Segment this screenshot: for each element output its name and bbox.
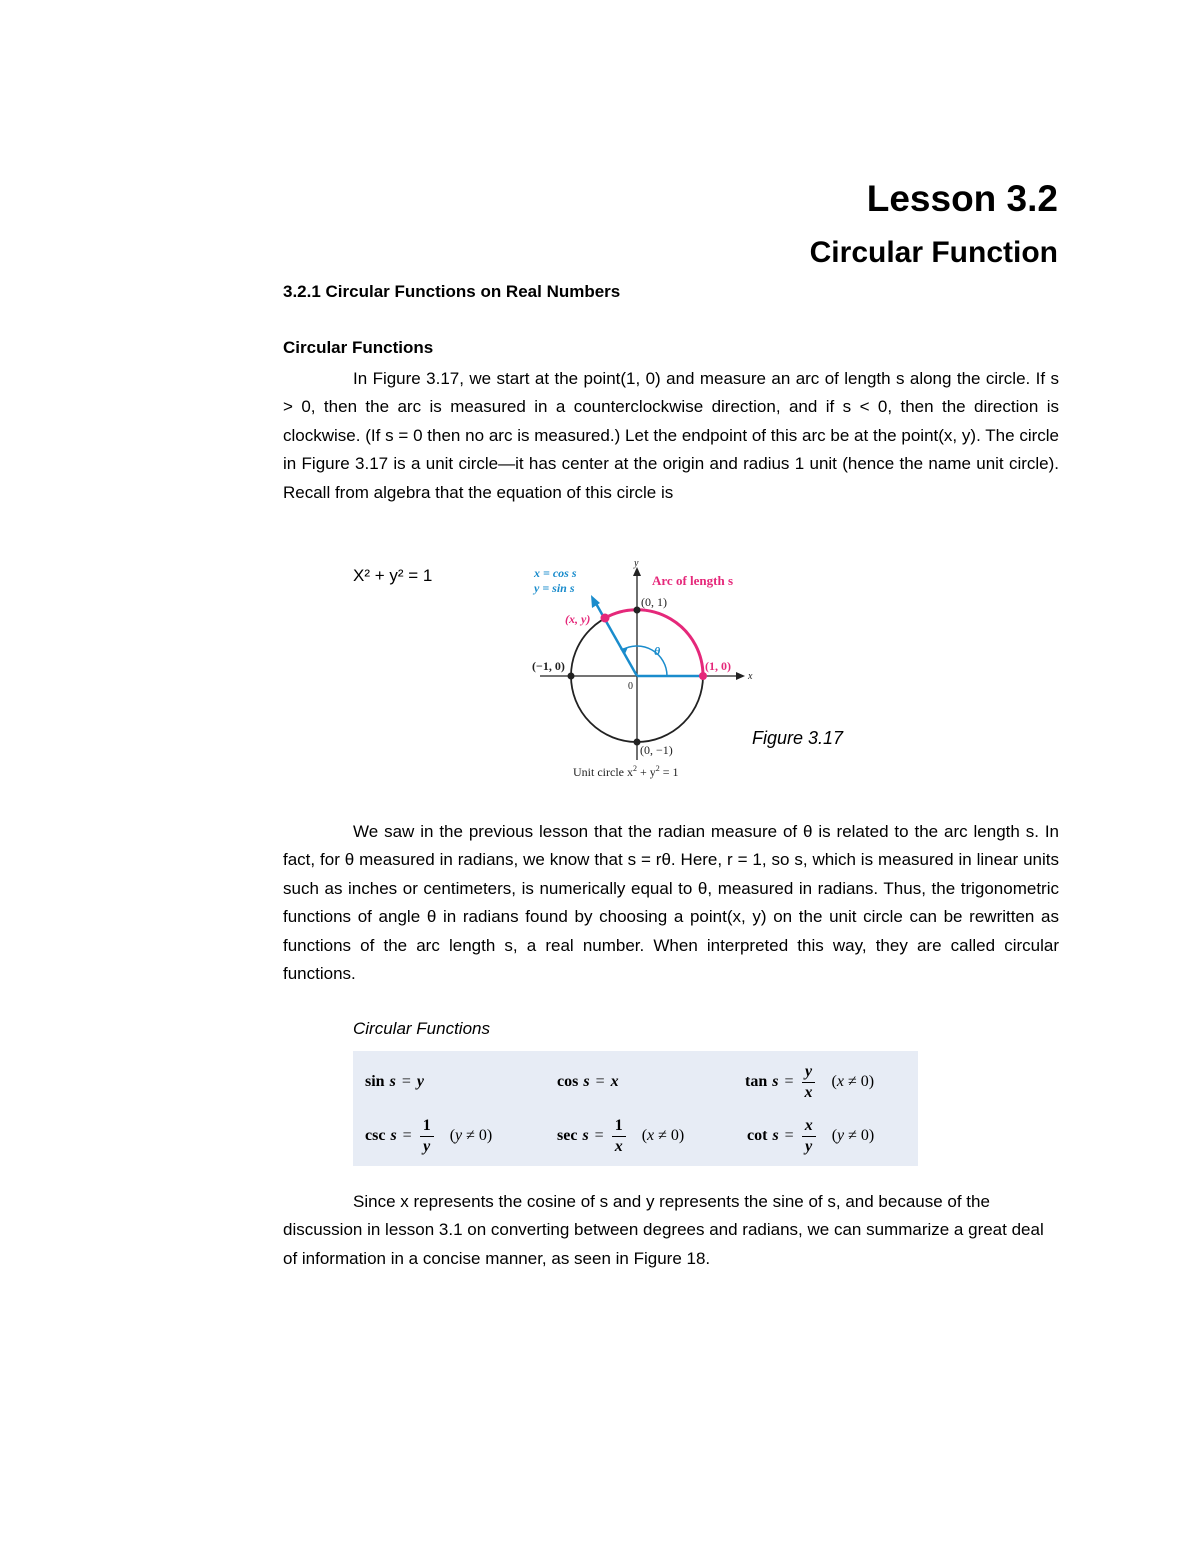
point-xy: [601, 614, 610, 623]
denominator: y: [423, 1137, 431, 1155]
function-value: x: [610, 1073, 619, 1090]
point-bottom-label: (0, −1): [640, 743, 673, 757]
arc-of-length-s: [605, 610, 703, 676]
section-heading: 3.2.1 Circular Functions on Real Numbers: [283, 282, 621, 301]
condition-open: (: [449, 1127, 456, 1144]
theta-label: θ: [654, 644, 661, 658]
radian-paragraph: We saw in the previous lesson that the radian measure of θ is related to the arc length s. In fact, for θ measured in radians, we know that s = rθ. Here, r = 1, so s, which is measured in linear units such as inches or centimeters, is numerically equal to θ, measured in radians. Thus, the trigonometric functions of angle θ in radians found by choosing a point(x, y) on the unit circle can be rewritten as functions of the arc length s, a real number. When interpreted this way, they are called circular functions.: [283, 822, 1059, 984]
fraction: [420, 1116, 434, 1157]
figure-caption: Figure 3.17: [752, 728, 844, 748]
lesson-subtitle: Circular Function: [809, 236, 1058, 269]
function-value: y: [416, 1073, 424, 1090]
point-right-label: (1, 0): [705, 659, 731, 673]
denominator: x: [804, 1083, 813, 1101]
cos-definition: [557, 1057, 619, 1107]
function-arg: s: [772, 1073, 779, 1090]
x-axis-label: x: [748, 671, 753, 682]
condition-var: x: [836, 1073, 844, 1090]
circular-functions-table: [353, 1051, 918, 1166]
table-caption: Circular Functions: [353, 1019, 490, 1038]
y-axis-label: y: [634, 558, 639, 569]
sin-definition: [365, 1057, 424, 1107]
cot-definition: [747, 1111, 874, 1161]
unit-circle-equation: X² + y² = 1: [353, 566, 433, 585]
function-name: cos: [557, 1073, 579, 1090]
condition-open: (: [831, 1073, 837, 1090]
function-arg: s: [390, 1127, 397, 1144]
numerator: 1: [612, 1116, 626, 1137]
y-sin-label: y = sin s: [534, 581, 575, 595]
arc-length-label: Arc of length s: [652, 573, 734, 588]
function-arg: s: [772, 1127, 779, 1144]
equals-sign: =: [784, 1073, 794, 1090]
function-name: tan: [745, 1073, 768, 1090]
condition: [450, 1127, 493, 1145]
point-left: [568, 673, 575, 680]
intro-paragraph: In Figure 3.17, we start at the point(1, 0) and measure an arc of length s along the circle. If s > 0, then the arc is measured in a counterclockwise direction, and if s < 0, then the direction is clockwise. (If s = 0 then no arc is measured.) Let the endpoint of this arc be at the point(x, y). The circle in Figure 3.17 is a unit circle—it has center at the origin and radius 1 unit (hence the name unit circle). Recall from algebra that the equation of this circle is: [283, 369, 1059, 502]
point-top-label: (0, 1): [641, 595, 667, 609]
numerator: x: [802, 1116, 816, 1137]
function-arg: s: [582, 1127, 589, 1144]
condition-rest: ≠ 0): [462, 1127, 493, 1144]
point-left-label: (−1, 0): [532, 659, 565, 673]
condition-rest: ≠ 0): [654, 1127, 685, 1144]
condition-rest: ≠ 0): [844, 1127, 875, 1144]
fraction: [802, 1062, 816, 1103]
point-top: [634, 607, 641, 614]
function-name: sin: [365, 1073, 385, 1090]
equals-sign: =: [402, 1127, 412, 1144]
condition-open: (: [641, 1127, 648, 1144]
numerator: 1: [420, 1116, 434, 1137]
fraction: [802, 1116, 816, 1157]
condition-var: y: [455, 1127, 463, 1144]
lesson-title: Lesson 3.2: [866, 178, 1058, 219]
function-arg: s: [583, 1073, 590, 1090]
function-name: csc: [365, 1127, 386, 1144]
summary-paragraph: Since x represents the cosine of s and y represents the sine of s, and because of the discussion in lesson 3.1 on converting between degrees and radians, we can summarize a great deal of information in a concise manner, as seen in Figure 18.: [283, 1192, 1044, 1268]
function-arg: s: [389, 1073, 396, 1090]
equals-sign: =: [595, 1073, 605, 1090]
condition-open: (: [831, 1127, 838, 1144]
tan-definition: [745, 1057, 874, 1107]
denominator: x: [614, 1137, 623, 1155]
origin-label: 0: [628, 681, 633, 692]
equals-sign: =: [401, 1073, 411, 1090]
x-cos-label: x = cos s: [534, 566, 577, 580]
point-right: [699, 672, 707, 680]
function-name: cot: [747, 1127, 768, 1144]
condition: [832, 1073, 875, 1091]
subsection-heading: Circular Functions: [283, 338, 434, 357]
fraction: [612, 1116, 626, 1157]
condition-rest: ≠ 0): [843, 1073, 875, 1090]
function-name: sec: [557, 1127, 578, 1144]
equals-sign: =: [784, 1127, 794, 1144]
denominator: y: [805, 1137, 813, 1155]
condition-var: y: [837, 1127, 845, 1144]
unit-circle-caption: Unit circle $x^2 + y^2 = 1$: [573, 764, 679, 779]
equals-sign: =: [594, 1127, 604, 1144]
numerator: y: [802, 1062, 815, 1083]
x-axis-arrow: [736, 672, 745, 680]
condition: [832, 1127, 875, 1145]
point-xy-label: (x, y): [565, 612, 591, 626]
sec-definition: [557, 1111, 684, 1161]
unit-circle-figure: [530, 552, 760, 784]
condition: [642, 1127, 685, 1145]
csc-definition: [365, 1111, 492, 1161]
condition-var: x: [647, 1127, 655, 1144]
